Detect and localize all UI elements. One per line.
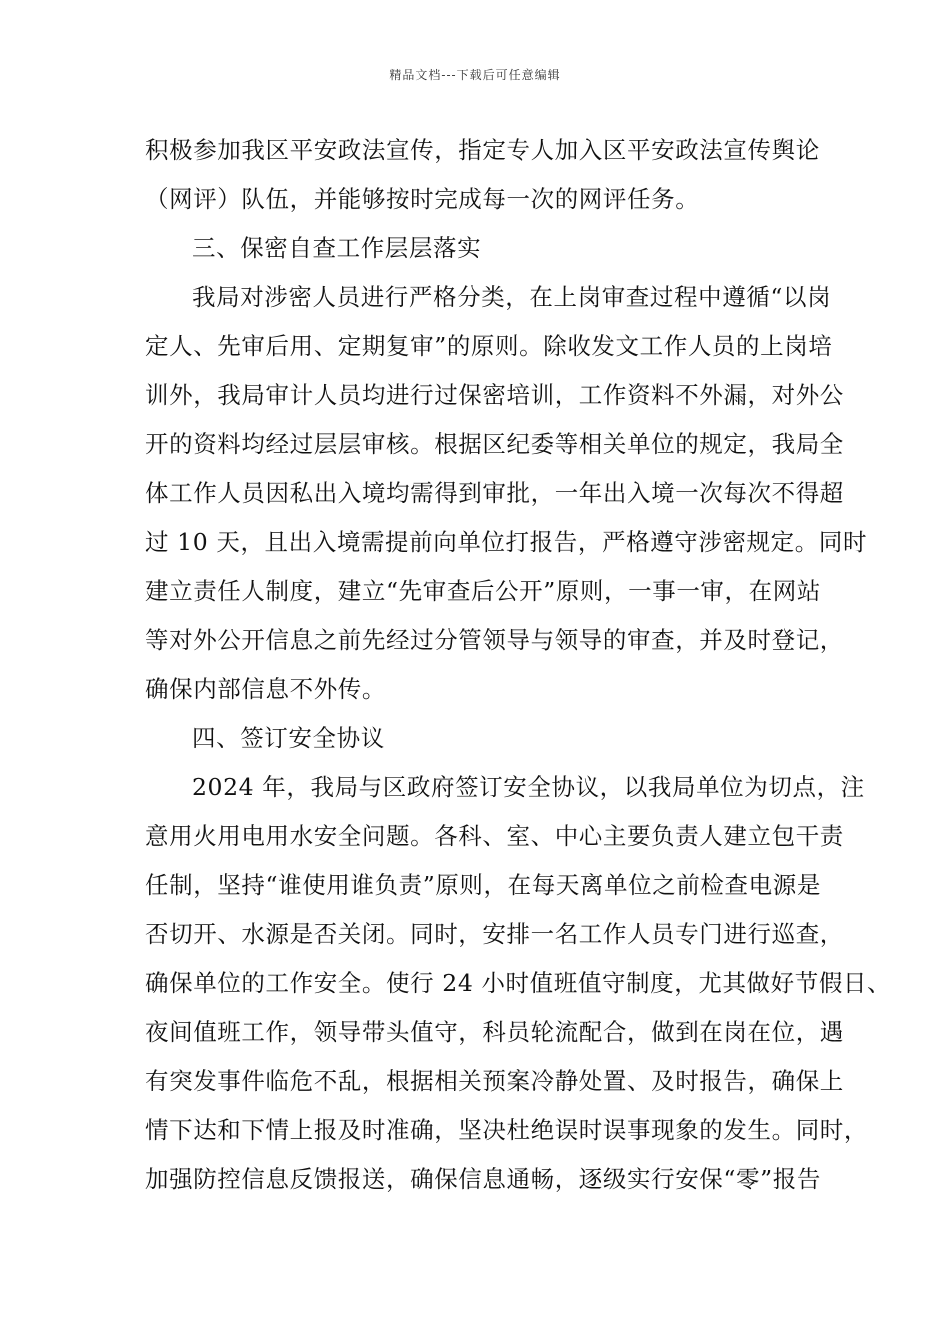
text-line: 过 10 天，且出入境需提前向单位打报告，严格遵守涉密规定。同时 bbox=[145, 528, 868, 556]
text-line: 2024 年，我局与区政府签订安全协议，以我局单位为切点，注 bbox=[192, 773, 865, 801]
text-line: 定人、先审后用、定期复审”的原则。除收发文工作人员的上岗培 bbox=[145, 332, 833, 360]
text-line: 建立责任人制度，建立“先审查后公开”原则，一事一审，在网站 bbox=[145, 577, 821, 605]
text-line: 等对外公开信息之前先经过分管领导与领导的审查，并及时登记， bbox=[145, 626, 844, 654]
text-line: 否切开、水源是否关闭。同时，安排一名工作人员专门进行巡查， bbox=[145, 920, 844, 948]
text-line: 任制，坚持“谁使用谁负责”原则，在每天离单位之前检查电源是 bbox=[145, 871, 821, 899]
text-line: 确保内部信息不外传。 bbox=[145, 675, 386, 703]
page-header: 精品文档---下载后可任意编辑 bbox=[389, 68, 561, 82]
text-line: 训外，我局审计人员均进行过保密培训，工作资料不外漏，对外公 bbox=[145, 381, 844, 409]
text-line: 开的资料均经过层层审核。根据区纪委等相关单位的规定，我局全 bbox=[145, 430, 844, 458]
text-line: 情下达和下情上报及时准确，坚决杜绝误时误事现象的发生。同时， bbox=[145, 1116, 868, 1144]
text-line: 加强防控信息反馈报送，确保信息通畅，逐级实行安保“零”报告 bbox=[145, 1165, 821, 1193]
text-line: 确保单位的工作安全。使行 24 小时值班值守制度，尤其做好节假日、 bbox=[145, 969, 892, 997]
text-line: 有突发事件临危不乱，根据相关预案冷静处置、及时报告，确保上 bbox=[145, 1067, 844, 1095]
text-line: （网评）队伍，并能够按时完成每一次的网评任务。 bbox=[145, 185, 700, 213]
text-line: 积极参加我区平安政法宣传，指定专人加入区平安政法宣传舆论 bbox=[145, 136, 820, 164]
text-line: 我局对涉密人员进行严格分类，在上岗审查过程中遵循“以岗 bbox=[192, 283, 832, 311]
text-line: 意用火用电用水安全问题。各科、室、中心主要负责人建立包干责 bbox=[145, 822, 844, 850]
document-body bbox=[145, 126, 892, 1204]
section-heading: 三、保密自查工作层层落实 bbox=[192, 234, 482, 262]
text-line: 体工作人员因私出入境均需得到审批，一年出入境一次每次不得超 bbox=[145, 479, 844, 507]
section-heading: 四、签订安全协议 bbox=[192, 724, 385, 752]
text-line: 夜间值班工作，领导带头值守，科员轮流配合，做到在岗在位，遇 bbox=[145, 1018, 844, 1046]
